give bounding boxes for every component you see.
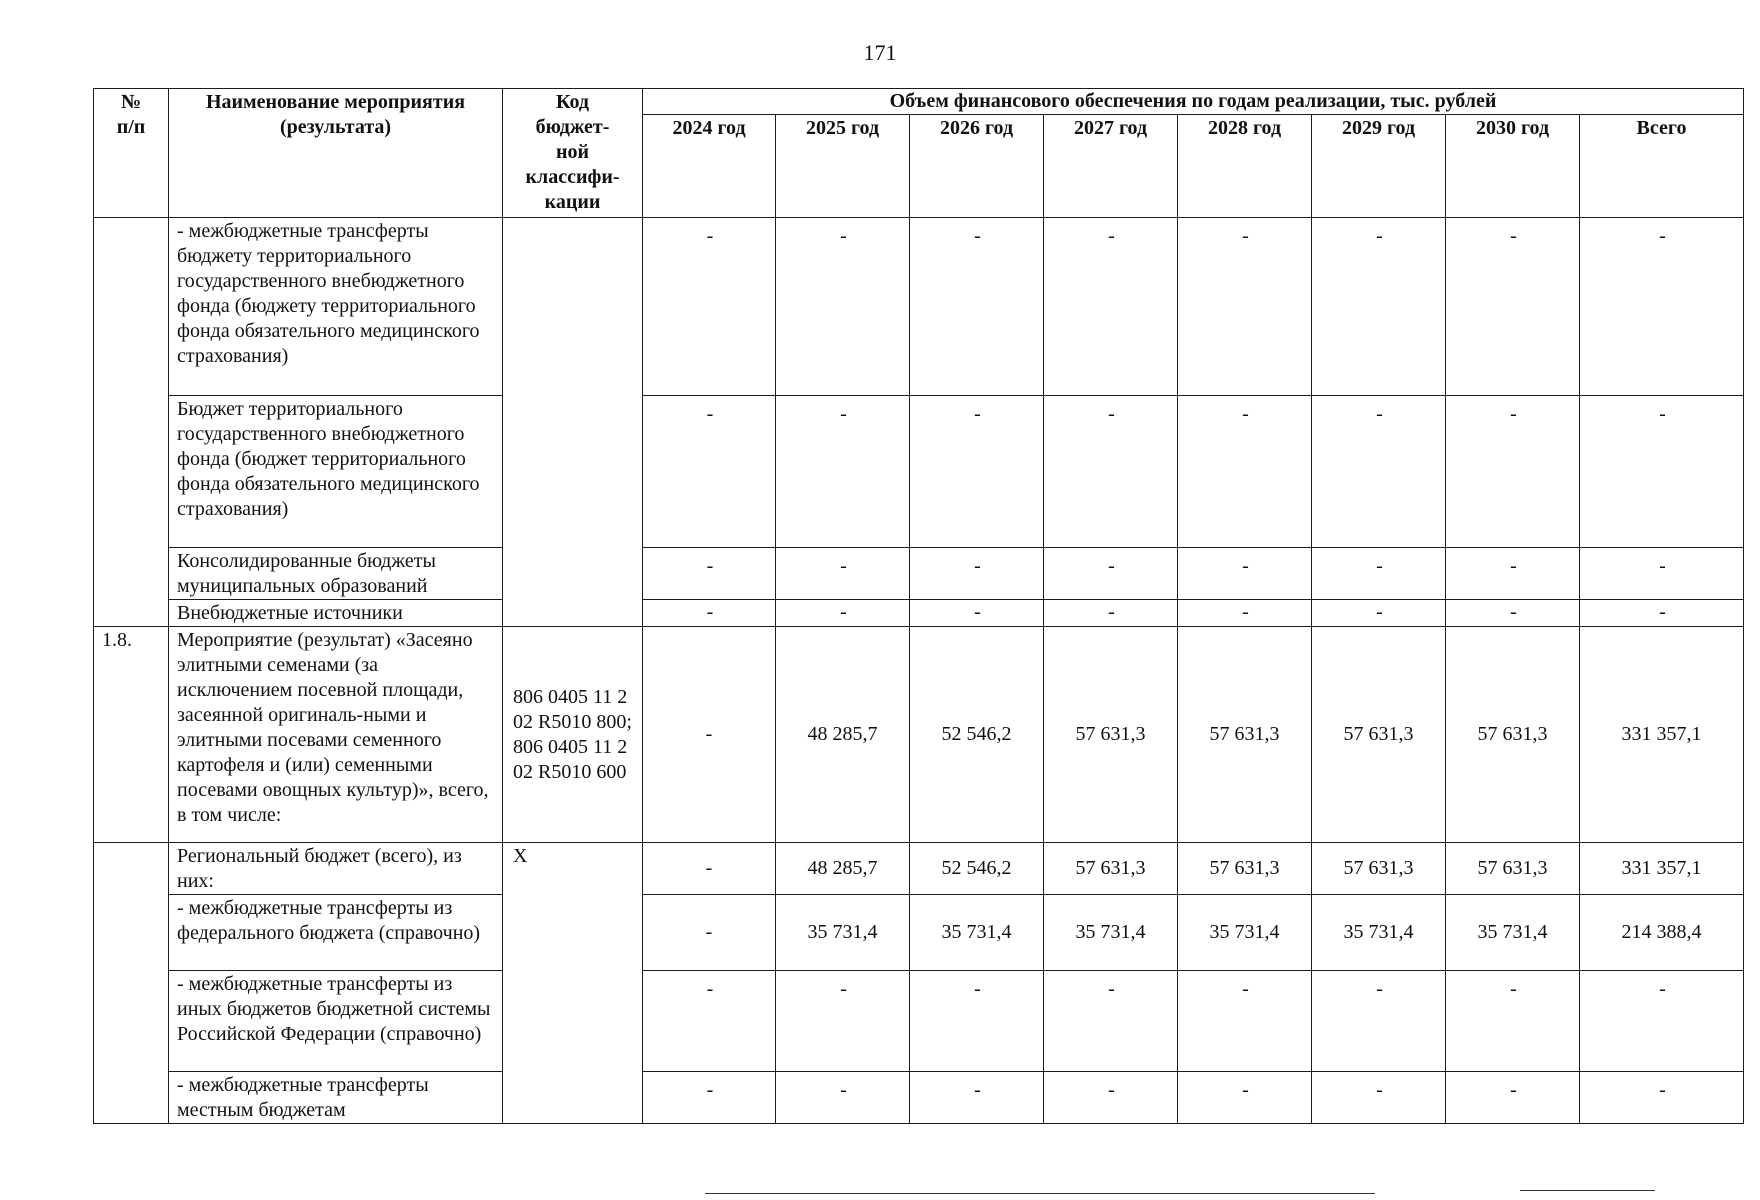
header-code: Код бюджет-ной классифи-кации (503, 89, 643, 218)
value-cell: - (643, 971, 776, 1072)
header-year-2028: 2028 год (1178, 115, 1312, 218)
value-cell: - (1044, 218, 1178, 396)
value-cell: 52 546,2 (910, 627, 1044, 843)
value-cell: - (1044, 1072, 1178, 1124)
value-cell: 57 631,3 (1044, 843, 1178, 895)
value-cell: - (776, 1072, 910, 1124)
header-total: Всего (1580, 115, 1744, 218)
value-cell: - (910, 396, 1044, 548)
value-cell: - (1580, 600, 1744, 627)
table-row (94, 1072, 1744, 1124)
value-cell: - (776, 600, 910, 627)
value-cell: - (1446, 971, 1580, 1072)
value-cell: - (776, 548, 910, 600)
value-cell: - (1178, 971, 1312, 1072)
value-cell: - (1312, 600, 1446, 627)
row-name: Бюджет территориального государственного внебюджетного фонда (бюджет территориального фонда обязательного медицинского страхования) (169, 396, 503, 548)
value-cell: 57 631,3 (1312, 627, 1446, 843)
value-cell: 35 731,4 (1446, 895, 1580, 971)
row-name: Мероприятие (результат) «Засеяно элитными семенами (за исключением посевной площади, засеянной оригиналь-ными и элитными посевами семенного картофеля и (или) семенными посевами овощных культур)», всего, в том числе: (169, 627, 503, 843)
value-cell: - (1312, 971, 1446, 1072)
value-cell: - (910, 548, 1044, 600)
value-cell: - (1044, 971, 1178, 1072)
value-cell: 48 285,7 (776, 843, 910, 895)
header-group: Объем финансового обеспечения по годам реализации, тыс. рублей (643, 89, 1744, 115)
header-year-2024: 2024 год (643, 115, 776, 218)
table-row (94, 396, 1744, 548)
value-cell: 48 285,7 (776, 627, 910, 843)
value-cell: - (643, 627, 776, 843)
value-cell: - (1580, 396, 1744, 548)
footer-rule-right (1520, 1190, 1655, 1191)
value-cell: - (1580, 1072, 1744, 1124)
value-cell: - (1312, 1072, 1446, 1124)
value-cell: - (776, 396, 910, 548)
row-name: - межбюджетные трансферты из федерального бюджета (справочно) (169, 895, 503, 971)
value-cell: 57 631,3 (1446, 627, 1580, 843)
value-cell: - (1312, 548, 1446, 600)
value-cell: 57 631,3 (1178, 843, 1312, 895)
value-cell: - (1044, 548, 1178, 600)
row-name: - межбюджетные трансферты бюджету территориального государственного внебюджетного фонда (бюджету территориального фонда обязательного медицинского страхования) (169, 218, 503, 396)
value-cell: - (1580, 548, 1744, 600)
value-cell: 57 631,3 (1178, 627, 1312, 843)
page-number: 171 (863, 40, 897, 65)
value-cell: - (643, 218, 776, 396)
header-year-2030: 2030 год (1446, 115, 1580, 218)
header-row-1 (94, 89, 1744, 115)
value-cell: - (643, 396, 776, 548)
value-cell: - (643, 843, 776, 895)
value-cell: - (1178, 396, 1312, 548)
header-year-2025: 2025 год (776, 115, 910, 218)
value-cell: 35 731,4 (776, 895, 910, 971)
value-cell: 331 357,1 (1580, 843, 1744, 895)
value-cell: - (1178, 548, 1312, 600)
value-cell: - (1312, 218, 1446, 396)
value-cell: - (1312, 396, 1446, 548)
row-code: 806 0405 11 2 02 R5010 800; 806 0405 11 2 02 R5010 600 (503, 627, 643, 843)
footer-rule-left (705, 1193, 1375, 1194)
value-cell: - (643, 600, 776, 627)
table-row (94, 971, 1744, 1072)
value-cell: 35 731,4 (1178, 895, 1312, 971)
value-cell: 35 731,4 (1044, 895, 1178, 971)
table-row (94, 548, 1744, 600)
header-num: № п/п (94, 89, 169, 218)
header-year-2029: 2029 год (1312, 115, 1446, 218)
header-year-2026: 2026 год (910, 115, 1044, 218)
value-cell: - (1446, 600, 1580, 627)
value-cell: 52 546,2 (910, 843, 1044, 895)
value-cell: - (1580, 218, 1744, 396)
value-cell: - (1580, 971, 1744, 1072)
row-num (94, 218, 169, 627)
value-cell: - (910, 218, 1044, 396)
table-row (94, 843, 1744, 895)
row-name: Консолидированные бюджеты муниципальных образований (169, 548, 503, 600)
row-name: Региональный бюджет (всего), из них: (169, 843, 503, 895)
value-cell: - (776, 971, 910, 1072)
value-cell: - (1446, 1072, 1580, 1124)
row-num: 1.8. (94, 627, 169, 843)
value-cell: - (1178, 600, 1312, 627)
value-cell: - (1044, 600, 1178, 627)
row-code: X (503, 843, 643, 1124)
value-cell: - (910, 971, 1044, 1072)
row-name: Внебюджетные источники (169, 600, 503, 627)
value-cell: - (643, 548, 776, 600)
table-row (94, 218, 1744, 396)
row-code (503, 218, 643, 627)
value-cell: 57 631,3 (1446, 843, 1580, 895)
value-cell: 35 731,4 (910, 895, 1044, 971)
value-cell: - (1178, 218, 1312, 396)
table-row (94, 895, 1744, 971)
value-cell: - (1178, 1072, 1312, 1124)
value-cell: - (643, 1072, 776, 1124)
value-cell: - (910, 600, 1044, 627)
value-cell: - (643, 895, 776, 971)
table-row (94, 627, 1744, 843)
value-cell: 331 357,1 (1580, 627, 1744, 843)
value-cell: - (776, 218, 910, 396)
value-cell: 57 631,3 (1044, 627, 1178, 843)
value-cell: 214 388,4 (1580, 895, 1744, 971)
value-cell: - (1446, 396, 1580, 548)
row-num (94, 843, 169, 1124)
header-name: Наименование мероприятия (результата) (169, 89, 503, 218)
row-name: - межбюджетные трансферты из иных бюджетов бюджетной системы Российской Федерации (справочно) (169, 971, 503, 1072)
value-cell: - (910, 1072, 1044, 1124)
value-cell: 35 731,4 (1312, 895, 1446, 971)
header-year-2027: 2027 год (1044, 115, 1178, 218)
value-cell: 57 631,3 (1312, 843, 1446, 895)
table-row (94, 600, 1744, 627)
row-name: - межбюджетные трансферты местным бюджетам (169, 1072, 503, 1124)
value-cell: - (1446, 548, 1580, 600)
financing-table (93, 88, 1744, 1124)
value-cell: - (1446, 218, 1580, 396)
value-cell: - (1044, 396, 1178, 548)
